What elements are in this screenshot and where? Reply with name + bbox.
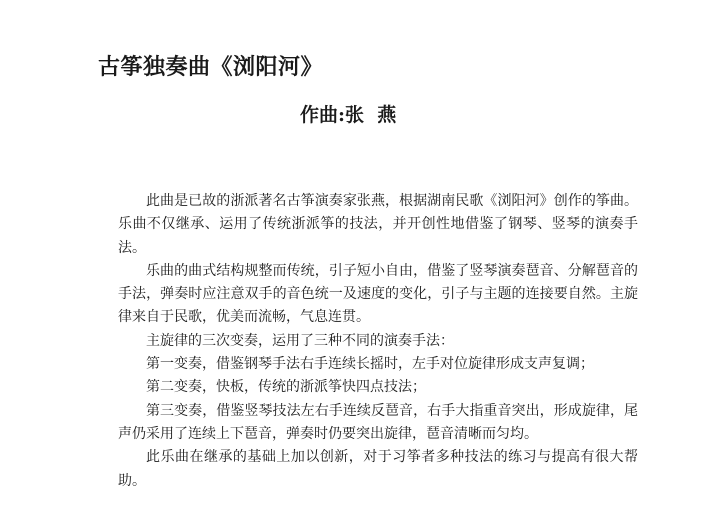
composer-credit: 作曲:张 燕 <box>300 104 397 126</box>
paragraph: 乐曲的曲式结构规整而传统，引子短小自由，借鉴了竖琴演奏琶音、分解琶音的手法，弹奏时应注意双手的音色统一及速度的变化，引子与主题的连接要自然。主旋律来自于民歌，优美而流畅，气息连贯。 <box>118 262 638 326</box>
page-title: 古筝独奏曲《浏阳河》 <box>98 55 324 80</box>
article-body <box>118 190 638 493</box>
paragraph: 主旋律的三次变奏，运用了三种不同的演奏手法： <box>146 332 454 349</box>
paragraph: 第一变奏，借鉴钢琴手法右手连续长摇时，左手对位旋律形成支声复调； <box>146 356 594 373</box>
paragraph: 第三变奏，借鉴竖琴技法左右手连续反琶音，右手大指重音突出，形成旋律，尾声仍采用了连续上下琶音，弹奏时仍要突出旋律，琶音清晰而匀均。 <box>118 402 638 442</box>
paragraph: 此乐曲在继承的基础上加以创新，对于习筝者多种技法的练习与提高有很大帮助。 <box>118 449 638 489</box>
paragraph: 此曲是已故的浙派著名古筝演奏家张燕，根据湖南民歌《浏阳河》创作的筝曲。乐曲不仅继承、运用了传统浙派筝的技法，并开创性地借鉴了钢琴、竖琴的演奏手法。 <box>118 193 638 256</box>
paragraph: 第二变奏，快板，传统的浙派筝快四点技法； <box>146 379 426 396</box>
